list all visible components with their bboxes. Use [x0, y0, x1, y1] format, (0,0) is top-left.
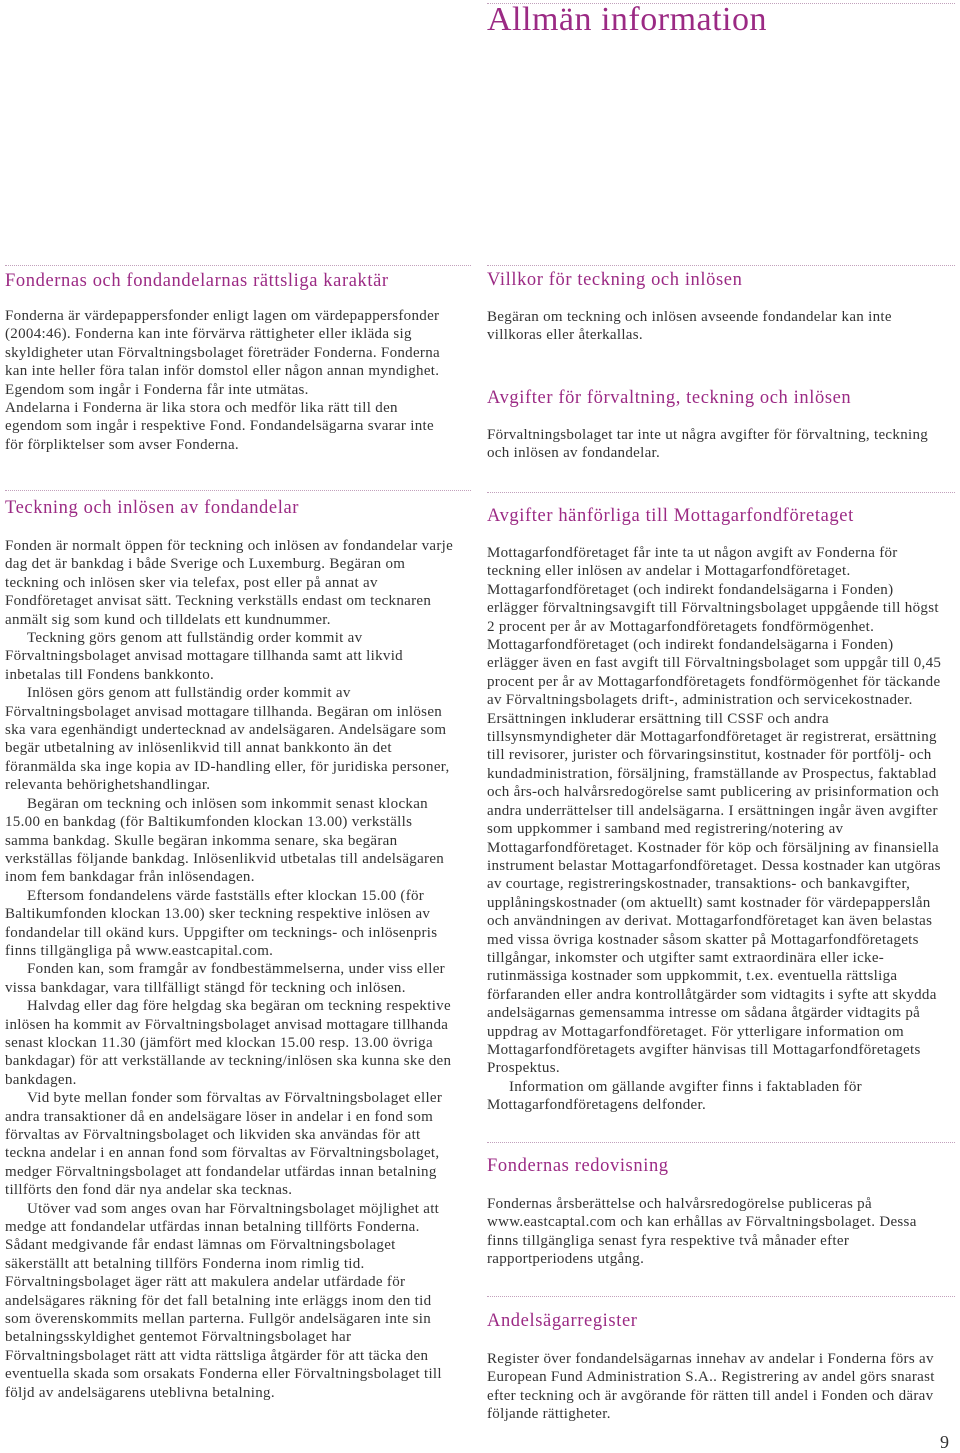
- paragraph: Inlösen görs genom att fullständig order kommit av Förvaltningsbolaget anvisad mottagare tillhanda. Begäran om inlösen ska vara egenhändigt undertecknad av andelsägaren. Andelsägare som begär utbetalning av inlösenlikvid till annat bankkonto än det föranmälda ska inge kopia av ID-handling eller, för juridiska personer, relevanta behörighetshandlingar.: [5, 685, 450, 794]
- paragraph: Utöver vad som anges ovan har Förvaltningsbolaget möjlighet att medge att fondandelar utfärdas innan betalning tillförts Fonderna. Sådant medgivande får endast lämnas om Förvaltningsbolaget säkerställt att betalning tillförs Fonderna inom rimlig tid. Förvaltningsbolaget äger rätt att makulera andelar utfärdade för andelsägares räkning för det fall betalning inte erläggs inom den tid som överenskommits mellan parterna. Fullgör andelsägaren inte sin betalningsskyldighet gentemot Förvaltningsbolaget har Förvaltningsbolaget rätt att vidta rättsliga åtgärder för att täcka den eventuella skada som orsakats Fonderna eller Förvaltningsbolaget till följd av andelsägarens uteblivna betalning.: [5, 1200, 442, 1401]
- paragraph: Fonden kan, som framgår av fondbestämmelserna, under viss eller vissa bankdagar, vara tillfälligt stängd för teckning och inlösen.: [5, 961, 445, 996]
- paragraph: Teckning görs genom att fullständig order kommit av Förvaltningsbolaget anvisad mottagare tillhanda samt att likvid inbetalas till Fondens bankkonto.: [5, 630, 403, 683]
- dotted-divider: [5, 265, 471, 266]
- paragraph: Eftersom fondandelens värde fastställs efter klockan 15.00 (för Baltikumfonden klockan 13.00) sker teckning respektive inlösen av fondandelar till okänd kurs. Uppgifter om tecknings- och inlösenpris finns tillgängliga på www.eastcapital.com.: [5, 887, 438, 959]
- section-body: [487, 1350, 955, 1424]
- section-heading: Villkor för teckning och inlösen: [487, 270, 743, 290]
- page-title: Allmän information: [487, 1, 768, 38]
- section-body: [487, 544, 955, 1115]
- section-heading: Teckning och inlösen av fondandelar: [5, 498, 300, 518]
- left-column: [5, 0, 471, 1453]
- page-number: 9: [940, 1432, 949, 1452]
- section-heading: Fondernas redovisning: [487, 1156, 669, 1176]
- paragraph: Fondernas årsberättelse och halvårsredogörelse publiceras på www.eastcaptal.com och kan erhållas av Förvaltningsbolaget. Dessa finns tillgängliga senast fyra respektive två månader efter rapportperiodens utgång.: [487, 1196, 917, 1268]
- paragraph: Halvdag eller dag före helgdag ska begäran om teckning respektive inlösen ha kommit av Förvaltningsbolaget anvisad mottagare tillhanda senast klockan 11.30 (jämfört med klockan 15.00 resp. 13.00 övriga bankdagar) för att verkställande av teckning/inlösen ska kunna ske den bankdagen.: [5, 998, 452, 1088]
- paragraph: Fonden är normalt öppen för teckning och inlösen av fondandelar varje dag det är bankdag i både Sverige och Luxemburg. Begäran om teckning och inlösen sker via telefax, post eller på annat av Fondföretaget anvisat sätt. Teckning verkställs endast om tecknaren anmält sig som kund och tilldelats ett kundnummer.: [5, 538, 454, 628]
- paragraph: Information om gällande avgifter finns i faktabladen för Mottagarfondföretagens delfonder.: [487, 1078, 862, 1114]
- section-body: [5, 307, 471, 454]
- section-heading: Andelsägarregister: [487, 1311, 638, 1331]
- section-heading: Fondernas och fondandelarnas rättsliga karaktär: [5, 271, 389, 291]
- paragraph: Vid byte mellan fonder som förvaltas av Förvaltningsbolaget eller andra transaktioner då en andelsägare löser in andelar i en fond som förvaltas av Förvaltningsbolaget och likviden ska användas för att teckna andelar i en annan fond som förvaltas av Förvaltningsbolaget, medger Förvaltningsbolaget att fondandelar utfärdas innan betalning tillförts den fond där nya andelar ska tecknas.: [5, 1090, 443, 1199]
- dotted-divider: [487, 1142, 955, 1143]
- paragraph: Fonderna är värdepappersfonder enligt lagen om värdepappersfonder (2004:46). Fonderna kan inte förvärva rättigheter eller ikläda sig skyldigheter utan Förvaltningsbolaget företräder Fonderna. Fonderna kan inte heller föra talan inför domstol eller någon annan myndighet. Egendom som ingår i Fonderna får inte utmätas.: [5, 308, 440, 398]
- section-body: [487, 308, 955, 345]
- paragraph: Andelarna i Fonderna är lika stora och medför lika rätt till den egendom som ingår i respektive Fond. Fondandelsägarna svarar inte för förpliktelser som avser Fonderna.: [5, 400, 434, 453]
- dotted-divider: [5, 490, 471, 491]
- paragraph: Förvaltningsbolaget tar inte ut några avgifter för förvaltning, teckning och inlösen av fondandelar.: [487, 427, 929, 462]
- section-body: [487, 1195, 955, 1269]
- dotted-divider: [487, 492, 955, 493]
- section-heading: Avgifter för förvaltning, teckning och inlösen: [487, 388, 852, 408]
- paragraph: Begäran om teckning och inlösen avseende fondandelar kan inte villkoras eller återkallas.: [487, 309, 892, 344]
- section-body: [487, 426, 955, 463]
- paragraph: Begäran om teckning och inlösen som inkommit senast klockan 15.00 en bankdag (för Baltikumfonden klockan 13.00) verkställs samma bankdag. Skulle begäran inkomma senare, ska begäran verkställas följande bankdag. Inlösenlikvid utbetalas till andelsägaren inom fem bankdagar från inlösendagen.: [5, 795, 445, 886]
- paragraph: Register över fondandelsägarnas innehav av andelar i Fonderna förs av European Fund Administration S.A.. Registrering av andel görs snarast efter teckning och är avgörande för rätten till andel i Fonden och därav följande rättigheter.: [487, 1351, 935, 1423]
- dotted-divider: [487, 1296, 955, 1297]
- dotted-divider: [487, 265, 955, 266]
- paragraph: Mottagarfondföretaget får inte ta ut någon avgift av Fonderna för teckning eller inlösen av andelar i Mottagarfondföretaget. Mottagarfondföretaget (och indirekt fondandelsägarna i Fonden) erlägger förvaltningsavgift till Förvaltningsbolaget uppgående till högst 2 procent per år av Mottagarfondföretagets fondförmögenhet. Mottagarfondföretaget (och indirekt fondandelsägarna i Fonden) erlägger även en fast avgift till Förvaltningsbolaget som uppgår till 0,45 procent per år av Mottagarfondföretagets fondförmögenhet för täckande av Förvaltningsbolagets drift-, administration och servicekostnader. Ersättningen inkluderar ersättning till CSSF och andra tillsynsmyndigheter där Mottagarfondföretaget är registrerat, ersättning till revisorer, jurister och förvaringsinstitut, kostnader för portfölj- och kundadministration, försäljning, framställande av Prospectus, faktablad och års-och halvårsredogörelse samt publicering av prisinformation och andra underrättelser till andelsägarna. I ersättningen ingår även avgifter som uppkommer i samband med registrering/notering av Mottagarfondföretaget. Kostnader för köp och försäljning av finansiella instrument belastar Mottagarfondföretaget. Dessa kostnader kan utgöras av courtage, registreringskostnader, transaktions- och bankavgifter, upplåningskostnader (om aktuellt) samt kostnader för värdepapperslån och användningen av derivat. Mottagarfondföretaget kan även belastas med vissa övriga kostnader såsom skatter på Mottagarfondföretagets tillgångar, inkomster och utgifter samt extraordinära eller icke- rutinmässiga kostnader som uppkommit, t.ex. eventuella rättsliga förfaranden eller andra kontrollåtgärder som vidtagits i syfte att skydda andelsägarnas gemensamma intresse om sådana åtgärder vidtagits på uppdrag av Mottagarfondföretaget. För ytterligare information om Mottagarfondföretagets avgifter hänvisas till Mottagarfondföretagets Prospektus.: [487, 545, 942, 1077]
- right-column: [487, 0, 955, 1453]
- section-body: [5, 537, 471, 1402]
- section-heading: Avgifter hänförliga till Mottagarfondföretaget: [487, 506, 854, 526]
